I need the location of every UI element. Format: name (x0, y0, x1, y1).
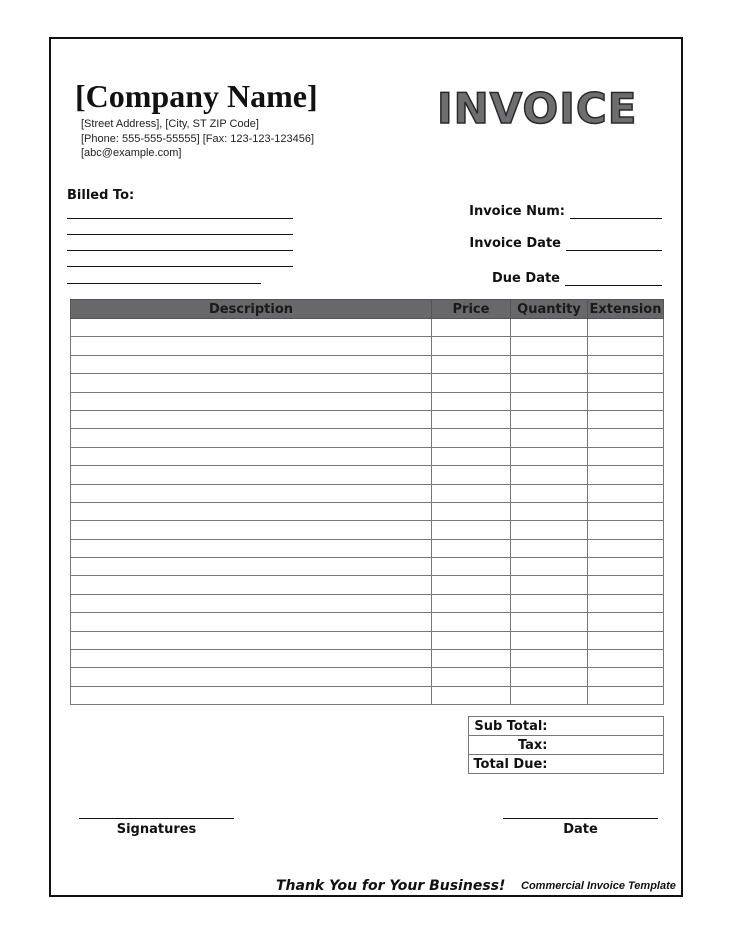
cell-price[interactable] (432, 594, 511, 612)
date-label: Date (563, 822, 598, 837)
cell-extension[interactable] (588, 539, 664, 557)
signature-line[interactable] (79, 818, 234, 819)
total-due-value[interactable] (550, 755, 664, 774)
cell-price[interactable] (432, 484, 511, 502)
table-row (71, 668, 664, 686)
table-row (71, 502, 664, 520)
invoice-num-label: Invoice Num: (469, 204, 565, 219)
table-row (71, 392, 664, 410)
cell-price[interactable] (432, 392, 511, 410)
table-row (71, 484, 664, 502)
date-line[interactable] (503, 818, 658, 819)
company-email: [abc@example.com] (81, 147, 182, 159)
cell-quantity[interactable] (511, 594, 588, 612)
table-row (71, 558, 664, 576)
cell-price[interactable] (432, 355, 511, 373)
cell-quantity[interactable] (511, 337, 588, 355)
table-row (71, 613, 664, 631)
cell-description[interactable] (71, 558, 432, 576)
billed-to-label: Billed To: (67, 188, 135, 203)
cell-price[interactable] (432, 521, 511, 539)
cell-extension[interactable] (588, 502, 664, 520)
cell-quantity[interactable] (511, 484, 588, 502)
invoice-date-field[interactable] (566, 238, 662, 251)
table-row (71, 539, 664, 557)
table-row (71, 576, 664, 594)
cell-extension[interactable] (588, 374, 664, 392)
table-row (71, 521, 664, 539)
cell-description[interactable] (71, 650, 432, 668)
cell-description[interactable] (71, 686, 432, 704)
totals-table (468, 716, 664, 774)
cell-quantity[interactable] (511, 429, 588, 447)
cell-price[interactable] (432, 613, 511, 631)
company-name: [Company Name] (75, 78, 318, 114)
cell-extension[interactable] (588, 355, 664, 373)
table-row (71, 337, 664, 355)
cell-price[interactable] (432, 650, 511, 668)
cell-extension[interactable] (588, 466, 664, 484)
cell-description[interactable] (71, 521, 432, 539)
tax-row (469, 736, 664, 755)
cell-extension[interactable] (588, 484, 664, 502)
column-header-extension: Extension (588, 300, 664, 319)
table-row (71, 650, 664, 668)
cell-quantity[interactable] (511, 410, 588, 428)
table-header-row (71, 300, 664, 319)
table-row (71, 447, 664, 465)
cell-description[interactable] (71, 539, 432, 557)
cell-price[interactable] (432, 539, 511, 557)
cell-extension[interactable] (588, 392, 664, 410)
cell-price[interactable] (432, 374, 511, 392)
cell-description[interactable] (71, 668, 432, 686)
billed-to-line[interactable] (67, 266, 293, 267)
cell-description[interactable] (71, 429, 432, 447)
cell-quantity[interactable] (511, 650, 588, 668)
table-row (71, 374, 664, 392)
table-row (71, 429, 664, 447)
cell-description[interactable] (71, 576, 432, 594)
cell-quantity[interactable] (511, 466, 588, 484)
cell-description[interactable] (71, 466, 432, 484)
cell-description[interactable] (71, 392, 432, 410)
cell-price[interactable] (432, 410, 511, 428)
line-items-body (71, 319, 664, 705)
table-row (71, 319, 664, 337)
cell-price[interactable] (432, 576, 511, 594)
cell-extension[interactable] (588, 447, 664, 465)
cell-quantity[interactable] (511, 686, 588, 704)
cell-price[interactable] (432, 466, 511, 484)
cell-quantity[interactable] (511, 539, 588, 557)
cell-extension[interactable] (588, 686, 664, 704)
column-header-price: Price (432, 300, 511, 319)
template-name: Commercial Invoice Template (521, 880, 676, 892)
cell-price[interactable] (432, 558, 511, 576)
invoice-date-label: Invoice Date (469, 236, 561, 251)
cell-quantity[interactable] (511, 355, 588, 373)
table-row (71, 410, 664, 428)
cell-extension[interactable] (588, 631, 664, 649)
cell-quantity[interactable] (511, 502, 588, 520)
billed-to-line[interactable] (67, 250, 293, 251)
billed-to-line[interactable] (67, 283, 261, 284)
cell-quantity[interactable] (511, 374, 588, 392)
cell-price[interactable] (432, 447, 511, 465)
cell-description[interactable] (71, 355, 432, 373)
cell-price[interactable] (432, 668, 511, 686)
cell-price[interactable] (432, 631, 511, 649)
cell-quantity[interactable] (511, 319, 588, 337)
cell-extension[interactable] (588, 429, 664, 447)
tax-label: Tax: (469, 736, 550, 755)
cell-extension[interactable] (588, 337, 664, 355)
cell-quantity[interactable] (511, 668, 588, 686)
tax-value[interactable] (550, 736, 664, 755)
cell-description[interactable] (71, 594, 432, 612)
cell-extension[interactable] (588, 668, 664, 686)
cell-description[interactable] (71, 319, 432, 337)
cell-extension[interactable] (588, 319, 664, 337)
cell-extension[interactable] (588, 576, 664, 594)
table-row (71, 594, 664, 612)
subtotal-value[interactable] (550, 717, 664, 736)
table-row (71, 631, 664, 649)
line-items-table (70, 299, 664, 705)
cell-extension[interactable] (588, 410, 664, 428)
cell-price[interactable] (432, 686, 511, 704)
thank-you-message: Thank You for Your Business! (276, 878, 506, 894)
cell-price[interactable] (432, 502, 511, 520)
cell-description[interactable] (71, 502, 432, 520)
cell-extension[interactable] (588, 650, 664, 668)
signatures-label: Signatures (116, 822, 197, 837)
due-date-field[interactable] (565, 273, 662, 286)
table-row (71, 466, 664, 484)
invoice-num-row (469, 204, 662, 219)
subtotal-row (469, 717, 664, 736)
cell-price[interactable] (432, 337, 511, 355)
invoice-num-field[interactable] (570, 206, 662, 219)
cell-price[interactable] (432, 319, 511, 337)
cell-extension[interactable] (588, 521, 664, 539)
cell-quantity[interactable] (511, 521, 588, 539)
total-due-row (469, 755, 664, 774)
cell-extension[interactable] (588, 613, 664, 631)
cell-extension[interactable] (588, 594, 664, 612)
cell-quantity[interactable] (511, 631, 588, 649)
cell-description[interactable] (71, 631, 432, 649)
cell-quantity[interactable] (511, 558, 588, 576)
table-row (71, 355, 664, 373)
invoice-date-row (469, 236, 662, 251)
cell-price[interactable] (432, 429, 511, 447)
cell-quantity[interactable] (511, 447, 588, 465)
cell-description[interactable] (71, 484, 432, 502)
cell-description[interactable] (71, 410, 432, 428)
table-row (71, 686, 664, 704)
cell-quantity[interactable] (511, 576, 588, 594)
total-due-label: Total Due: (469, 755, 550, 774)
billed-to-line[interactable] (67, 234, 293, 235)
cell-description[interactable] (71, 613, 432, 631)
company-address: [Street Address], [City, ST ZIP Code] (81, 118, 259, 130)
billed-to-line[interactable] (67, 218, 293, 219)
column-header-description: Description (71, 300, 432, 319)
invoice-title: INVOICE (437, 84, 638, 133)
column-header-quantity: Quantity (511, 300, 588, 319)
cell-quantity[interactable] (511, 613, 588, 631)
cell-description[interactable] (71, 374, 432, 392)
due-date-row (492, 271, 662, 286)
subtotal-label: Sub Total: (469, 717, 550, 736)
cell-quantity[interactable] (511, 392, 588, 410)
company-phone-fax: [Phone: 555-555-55555] [Fax: 123-123-123456] (81, 133, 315, 145)
cell-description[interactable] (71, 337, 432, 355)
cell-description[interactable] (71, 447, 432, 465)
due-date-label: Due Date (492, 271, 560, 286)
cell-extension[interactable] (588, 558, 664, 576)
